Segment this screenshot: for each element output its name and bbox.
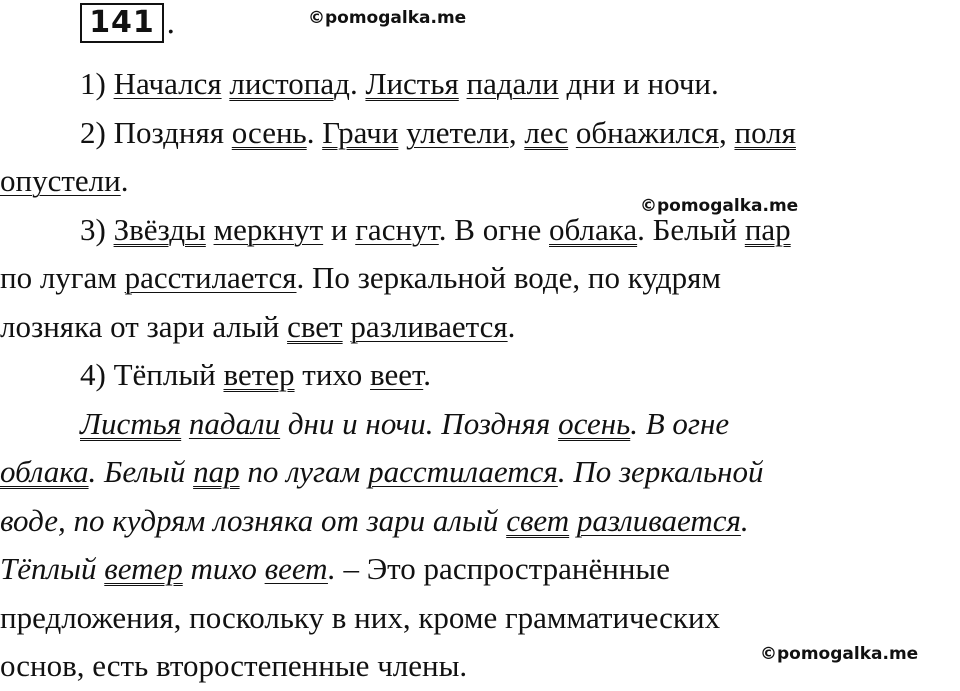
text-segment: и [323,211,356,247]
predicate-word: гаснут [355,211,439,247]
text-segment: 1) [80,66,114,101]
subject-word: осень [231,114,307,150]
text-segment: – Это распространённые [335,551,670,586]
text-segment: основ, есть второстепенные члены. [0,648,468,683]
text-segment: воде, по кудрям лозняка от зари алый [0,502,507,538]
text-line [0,254,960,303]
text-segment: по лугам [239,454,369,489]
predicate-word: Начался [113,66,222,101]
predicate-word: опустели [0,163,121,198]
watermark: ©pomogalka.me [760,644,919,664]
text-line [0,642,960,691]
predicate-word: падали [466,66,559,101]
subject-word: свет [287,308,343,344]
text-segment: тихо [294,357,370,392]
subject-word: осень [558,405,631,441]
text-segment: дни и ночи. [558,66,719,101]
text-segment: 4) Тёплый [80,357,224,392]
predicate-word: падали [188,405,281,441]
subject-word: Грачи [322,114,399,150]
text-segment [569,503,577,538]
text-segment: . Белый [637,211,745,247]
text-segment: 3) [80,211,114,247]
subject-word: свет [506,502,570,538]
exercise-number-dot: . [166,6,176,41]
text-segment: . [740,502,749,538]
text-line [0,206,960,255]
text-segment [206,212,214,247]
predicate-word: меркнут [213,211,324,247]
predicate-word: расстилается [368,454,558,489]
text-line [0,351,960,400]
subject-word: ветер [223,357,295,392]
text-segment: , [718,114,735,150]
subject-word: облака [549,211,638,247]
text-line [0,400,960,449]
subject-word: поля [734,114,796,150]
text-segment: , [508,114,525,150]
text-segment [459,66,467,101]
subject-word: листопад [229,66,350,101]
predicate-word: веет [370,357,424,392]
text-segment: . В огне [438,211,550,247]
exercise-number: 141 [80,3,164,43]
text-segment: . [306,114,323,150]
text-segment: лозняка от зари алый [0,308,288,344]
watermark: ©pomogalka.me [308,8,467,28]
subject-word: Листья [80,405,182,441]
subject-word: пар [193,454,240,489]
text-segment [181,406,189,441]
text-line [0,448,960,497]
exercise-text [0,60,960,691]
text-line [0,60,960,109]
watermark: ©pomogalka.me [640,196,799,216]
text-segment: Тёплый [0,551,105,586]
subject-word: облака [0,454,89,489]
predicate-word: разливается [576,502,741,538]
text-line [0,594,960,643]
text-line [0,545,960,594]
text-segment: дни и ночи. Поздняя [280,405,559,441]
text-segment: предложения, поскольку в них, кроме грамматических [0,599,721,635]
subject-word: ветер [104,551,183,586]
text-segment [398,115,406,150]
text-segment: . [507,308,516,344]
text-line [0,157,960,206]
text-segment: . Белый [88,454,194,489]
text-segment: . В огне [630,405,730,441]
text-line [0,497,960,546]
text-line [0,303,960,352]
text-segment: тихо [182,551,265,586]
text-segment: . По зеркальной [557,454,764,489]
subject-word: лес [524,114,569,150]
predicate-word: обнажился [575,114,719,150]
text-segment: . [120,163,129,198]
predicate-word: разливается [350,308,508,344]
predicate-word: расстилается [124,260,297,295]
text-segment: . [349,66,366,101]
text-line [0,109,960,158]
subject-word: Листья [365,66,459,101]
text-segment: . По зеркальной воде, по кудрям [296,260,722,295]
predicate-word: улетели [406,114,509,150]
subject-word: пар [744,211,791,247]
text-segment: 2) Поздняя [80,114,232,150]
text-segment: по лугам [0,260,125,295]
predicate-word: веет [264,551,328,586]
text-segment: . [423,357,431,392]
text-segment: . [327,551,336,586]
text-segment [568,115,576,150]
subject-word: Звёзды [113,211,206,247]
